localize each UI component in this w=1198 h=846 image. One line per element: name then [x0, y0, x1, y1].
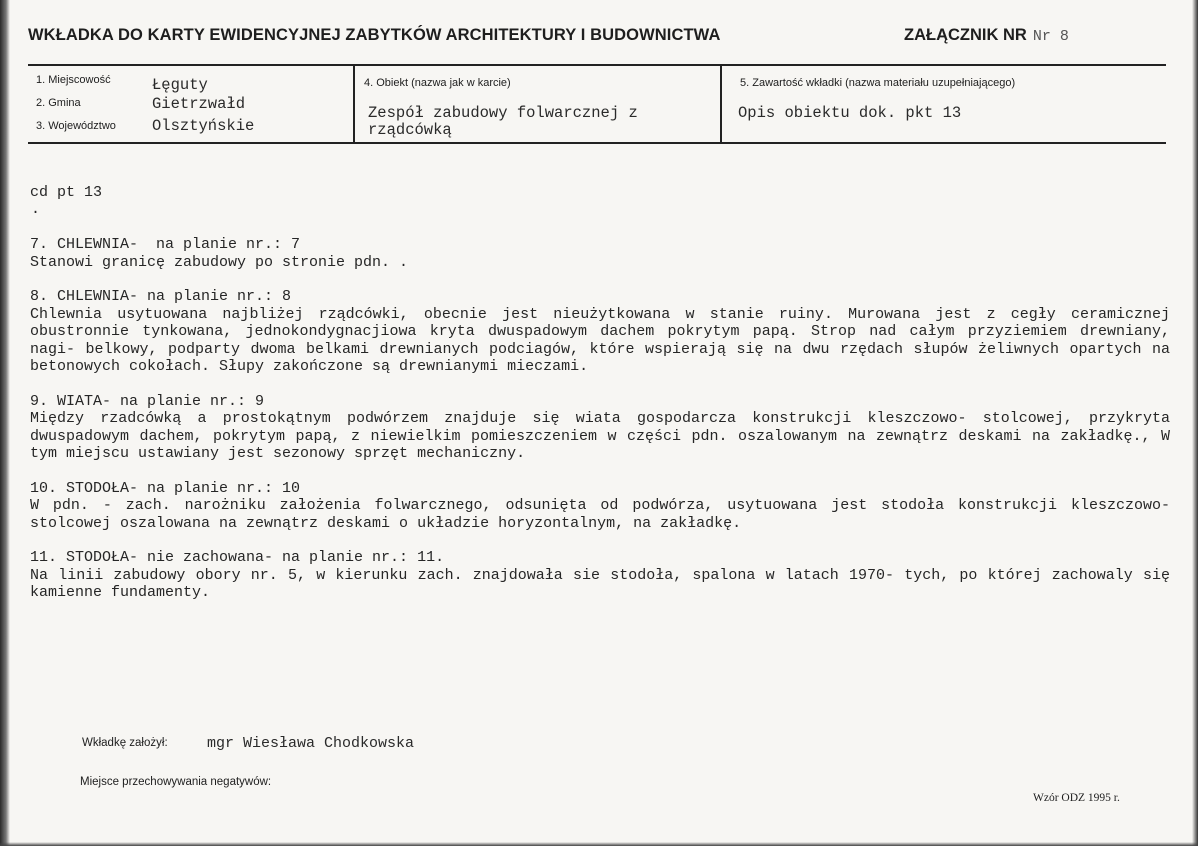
- scan-edge-right: [1192, 0, 1198, 846]
- object-value: Zespół zabudowy folwarcznej z rządcówką: [368, 104, 638, 139]
- voivodeship-label: 3. Województwo: [36, 120, 116, 132]
- intro-mark: .: [31, 201, 41, 219]
- annex-value: Nr 8: [1032, 28, 1069, 45]
- commune-label: 2. Gmina: [36, 97, 81, 109]
- annex-number: [904, 26, 1069, 45]
- section-text: Na linii zabudowy obory nr. 5, w kierunku zach. znajdowała sie stodoła, spalona w latach 1970- tych, po której zachowaly się kamienne fundamenty.: [30, 566, 1170, 602]
- table-top-rule: [28, 64, 1166, 66]
- section-heading: 8. CHLEWNIA- na planie nr.: 8: [30, 288, 292, 306]
- object-label: 4. Obiekt (nazwa jak w karcie): [364, 77, 511, 89]
- document-body: [30, 184, 1170, 602]
- document-title: WKŁADKA DO KARTY EWIDENCYJNEJ ZABYTKÓW ARCHITEKTURY I BUDOWNICTWA: [28, 26, 721, 44]
- section-text: Stanowi granicę zabudowy po stronie pdn. .: [30, 253, 409, 271]
- section-heading: 10. STODOŁA- na planie nr.: 10: [30, 479, 301, 497]
- section-heading: 9. WIATA- na planie nr.: 9: [30, 392, 265, 410]
- intro-line: cd pt 13: [30, 184, 103, 201]
- author-label: Wkładkę założył:: [82, 737, 168, 749]
- form-pattern: Wzór ODZ 1995 r.: [1033, 792, 1120, 804]
- table-divider-1: [353, 64, 355, 144]
- section-text: Chlewnia usytuowana najbliżej rządcówki, obecnie jest nieużytkowana w stanie ruiny. Murowana jest z cegły ceramicznej obustronnie tynkowana, jednokondygnacjiowa kryta dwuspadowym dachem pokrytym papą. Strop nad całym przyziemiem drewniany, nagi- belkowy, podparty dwoma belkami drewnianych podciagów, które wspierają się na dwu rzędach słupów żeliwnych opartych na betonowych cokołach. Słupy zakończone są drewnianymi mieczami.: [30, 305, 1170, 376]
- section-heading: 11. STODOŁA- nie zachowana- na planie nr.: 11.: [30, 549, 445, 567]
- table-bottom-rule: [28, 142, 1166, 144]
- content-label: 5. Zawartość wkładki (nazwa materiału uzupełniającego): [740, 77, 1016, 89]
- annex-label: ZAŁĄCZNIK NR: [904, 26, 1027, 44]
- table-divider-2: [720, 64, 722, 144]
- locality-label: 1. Miejscowość: [36, 74, 111, 86]
- section-text: W pdn. - zach. narożniku założenia folwarcznego, odsunięta od podwórza, usytuowana jest stodoła konstrukcji kleszczowo- stolcowej oszalowana na zewnątrz deskami o układzie horyzontalnym, na zakładkę.: [30, 497, 1170, 532]
- locality-value: Łęguty: [152, 76, 208, 94]
- content-value: Opis obiektu dok. pkt 13: [738, 104, 962, 122]
- section-heading: 7. CHLEWNIA- na planie nr.: 7: [30, 236, 301, 254]
- scan-edge-bottom: [0, 842, 1198, 846]
- voivodeship-value: Olsztyńskie: [152, 117, 255, 135]
- section-text: Między rzadcówką a prostokątnym podwórzem znajduje się wiata gospodarcza konstrukcji kleszczowo- stolcowej, przykryta dwuspadowym dachem, pokrytym papą, z niewielkim pomieszczeniem w części pdn. oszalowanym na zewnątrz deskami na zakładkę., W tym miejscu ustawiany jest sezonowy sprzęt mechaniczny.: [30, 410, 1170, 463]
- scan-edge-left: [0, 0, 10, 846]
- author-value: mgr Wiesława Chodkowska: [207, 735, 415, 752]
- negatives-label: Miejsce przechowywania negatywów:: [80, 776, 272, 788]
- commune-value: Gietrzwałd: [152, 95, 246, 113]
